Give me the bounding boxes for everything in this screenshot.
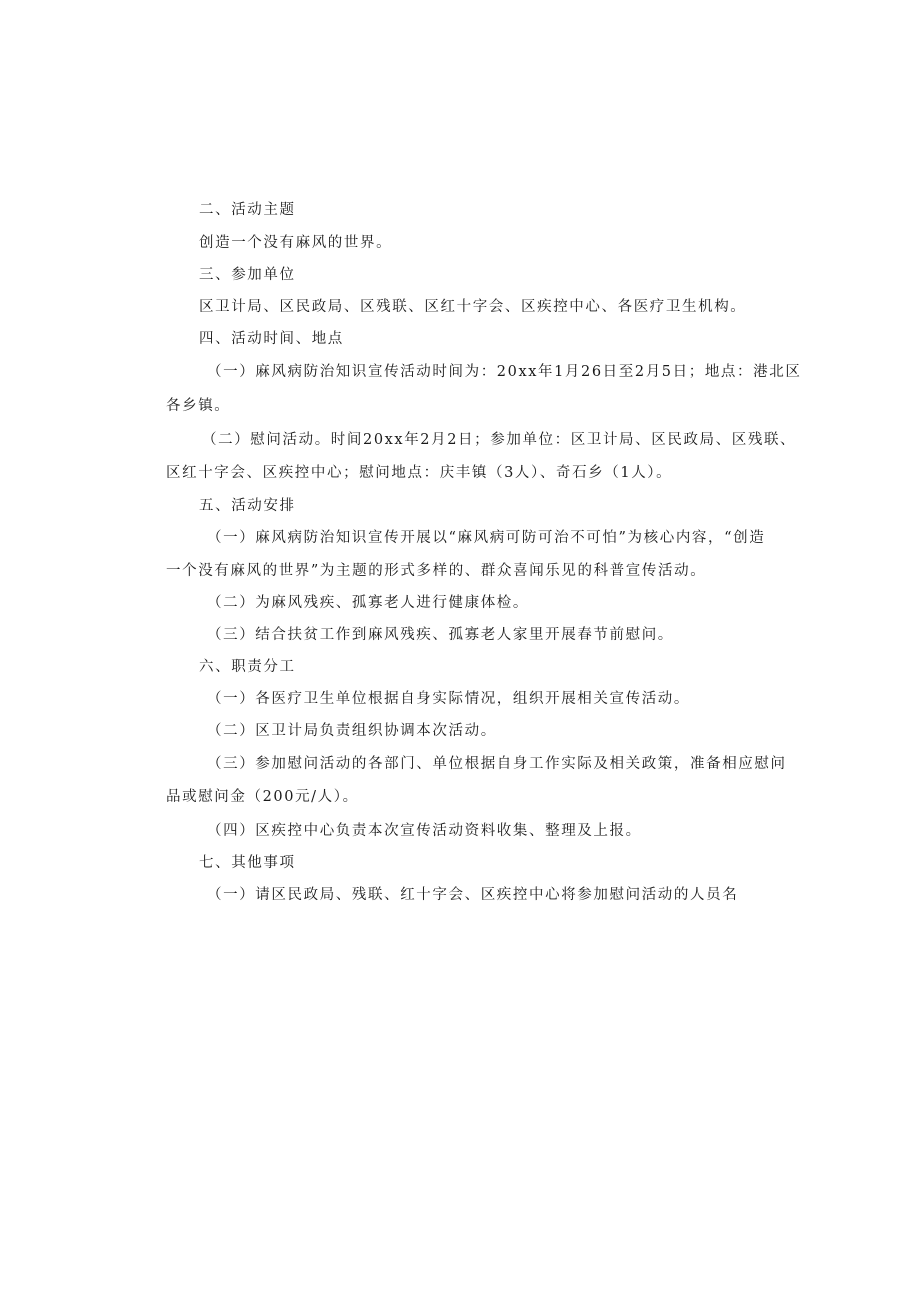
paragraph-responsibilities-4: （四）区疾控中心负责本次宣传活动资料收集、整理及上报。 [207, 823, 642, 839]
section-heading-arrangement: 五、活动安排 [199, 498, 296, 514]
section-heading-other-matters: 七、其他事项 [199, 855, 296, 871]
paragraph-other-matters-1-line1: （一）请区民政局、残联、红十字会、区疾控中心将参加慰问活动的人员名 [207, 887, 739, 903]
paragraph-responsibilities-1: （一）各医疗卫生单位根据自身实际情况，组织开展相关宣传活动。 [207, 691, 690, 707]
paragraph-responsibilities-3-line2: 品或慰问金（200元/人）。 [166, 789, 359, 805]
paragraph-time-place-2-line1: （二）慰问活动。时间20xx年2月2日；参加单位：区卫计局、区民政局、区残联、 [202, 432, 797, 448]
paragraph-time-place-1-line2: 各乡镇。 [166, 398, 231, 414]
paragraph-arrangement-2: （二）为麻风残疾、孤寡老人进行健康体检。 [207, 595, 529, 611]
paragraph-arrangement-3: （三）结合扶贫工作到麻风残疾、孤寡老人家里开展春节前慰问。 [207, 627, 674, 643]
paragraph-responsibilities-3-line1: （三）参加慰问活动的各部门、单位根据自身工作实际及相关政策，准备相应慰问 [207, 756, 787, 772]
paragraph-participants: 区卫计局、区民政局、区残联、区红十字会、区疾控中心、各医疗卫生机构。 [199, 299, 747, 315]
paragraph-arrangement-1-line1: （一）麻风病防治知识宣传开展以“麻风病可防可治不可怕”为核心内容，“创造 [207, 530, 766, 546]
section-heading-responsibilities: 六、职责分工 [199, 659, 296, 675]
paragraph-responsibilities-2: （二）区卫计局负责组织协调本次活动。 [207, 723, 497, 739]
section-heading-participants: 三、参加单位 [199, 267, 296, 283]
paragraph-theme: 创造一个没有麻风的世界。 [199, 235, 393, 251]
section-heading-time-place: 四、活动时间、地点 [199, 331, 344, 347]
section-heading-theme: 二、活动主题 [199, 202, 296, 218]
paragraph-time-place-1-line1: （一）麻风病防治知识宣传活动时间为：20xx年1月26日至2月5日；地点：港北区 [207, 364, 802, 380]
paragraph-time-place-2-line2: 区红十字会、区疾控中心；慰问地点：庆丰镇（3人）、奇石乡（1人）。 [166, 465, 673, 481]
paragraph-arrangement-1-line2: 一个没有麻风的世界”为主题的形式多样的、群众喜闻乐见的科普宣传活动。 [166, 563, 707, 579]
